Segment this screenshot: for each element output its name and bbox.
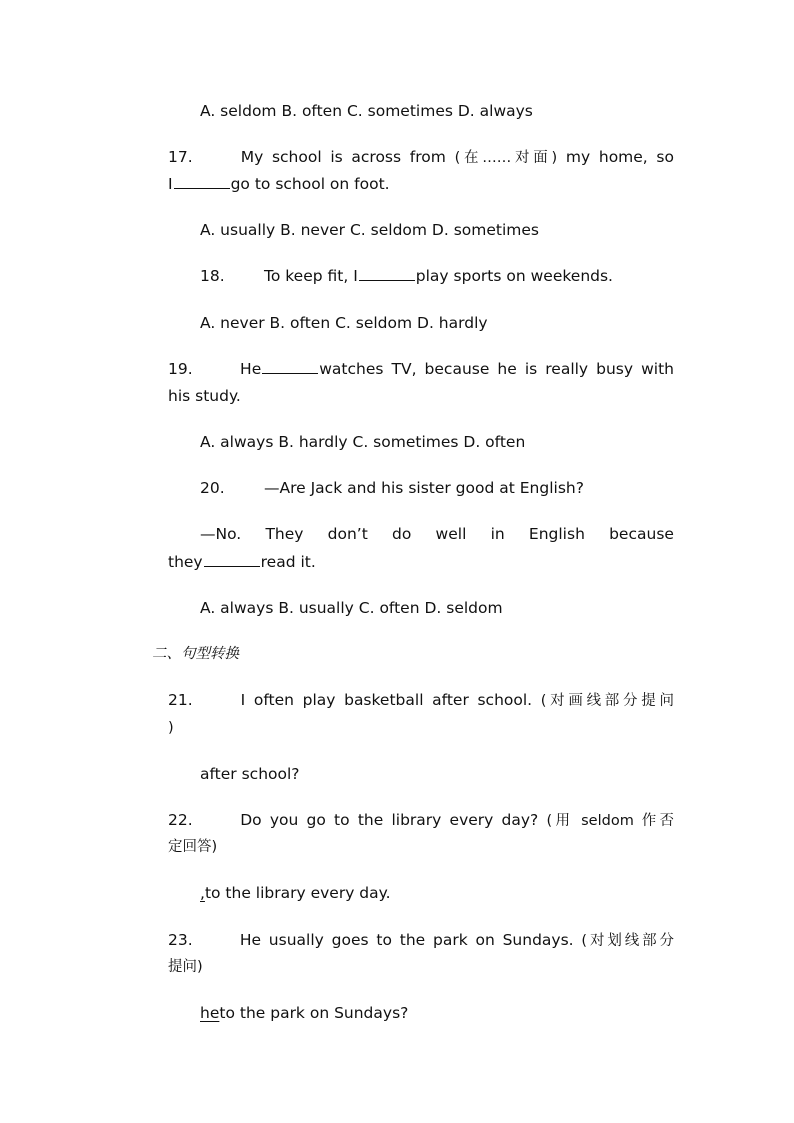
q19-answer-blank[interactable]	[262, 359, 318, 374]
q22-number: 22.	[168, 811, 193, 829]
q17-line2-pre: I	[168, 175, 173, 193]
q20-word: English	[528, 525, 585, 543]
q20-word: They	[265, 525, 304, 543]
q22-chinese-note: (用 seldom 作否	[546, 813, 674, 829]
q19-line2: his study.	[168, 387, 241, 405]
q23-line2: 提问)	[168, 959, 203, 975]
q20-line2-pre: they	[168, 553, 203, 571]
q20-answer-line1	[200, 524, 674, 544]
q20-word: —No.	[200, 525, 242, 543]
q18-line	[200, 266, 613, 286]
q22-line2: 定回答)	[168, 839, 218, 855]
q17-line2	[168, 174, 390, 194]
q22-text: Do you go to the library every day?	[240, 811, 539, 829]
q21-answer: after school?	[200, 765, 300, 783]
q19-number: 19.	[168, 360, 193, 378]
q17-text-part2: my home, so	[565, 148, 674, 166]
q18-answer-blank[interactable]	[359, 266, 415, 281]
q21-line1	[168, 690, 674, 711]
q17-answer-blank[interactable]	[174, 174, 230, 189]
q17-text-part1: My school is across from	[240, 148, 446, 166]
q20-word: well	[435, 525, 467, 543]
q19-options: A. always B. hardly C. sometimes D. often	[200, 433, 526, 451]
q20-question: —Are Jack and his sister good at English?	[264, 479, 584, 497]
q22-answer-line	[200, 883, 391, 903]
q23-answer-line	[200, 1003, 408, 1023]
q23-text: He usually goes to the park on Sundays.	[239, 931, 574, 949]
q18-post: play sports on weekends.	[415, 267, 613, 285]
q20-options: A. always B. usually C. often D. seldom	[200, 599, 503, 617]
q23-answer: to the park on Sundays?	[219, 1004, 409, 1022]
q17-number: 17.	[168, 148, 193, 166]
q23-chinese-note: (对划线部分	[581, 933, 674, 949]
q19-pre: He	[240, 360, 262, 378]
q20-word: because	[609, 525, 674, 543]
q17-options: A. usually B. never C. seldom D. sometimes	[200, 221, 539, 239]
section-title: 二、句型转换	[152, 646, 239, 662]
q21-text: I often play basketball after school.	[240, 691, 533, 709]
q20-word: in	[490, 525, 505, 543]
q23-number: 23.	[168, 931, 193, 949]
q20-line2-post: read it.	[260, 553, 316, 571]
q21-number: 21.	[168, 691, 193, 709]
q20-word: don’t	[327, 525, 368, 543]
q17-chinese-note: (在……对面)	[454, 150, 558, 166]
q16-options: A. seldom B. often C. sometimes D. always	[200, 102, 533, 120]
q20-number: 20.	[200, 479, 225, 497]
q20-answer-blank[interactable]	[204, 552, 260, 567]
q21-close-paren: )	[168, 720, 174, 736]
q20-word: do	[392, 525, 412, 543]
q20-question-line	[200, 478, 584, 498]
q23-line1	[168, 930, 674, 951]
q20-answer-line2	[168, 552, 316, 572]
q18-options: A. never B. often C. seldom D. hardly	[200, 314, 488, 332]
q22-answer: to the library every day.	[204, 884, 391, 902]
q19-post: watches TV, because he is really busy with	[319, 360, 674, 378]
q19-line1	[168, 359, 674, 379]
q17-line2-post: go to school on foot.	[230, 175, 390, 193]
q22-line1	[168, 810, 674, 831]
q21-chinese-note: (对画线部分提问	[540, 693, 674, 709]
q23-answer-he: he	[200, 1004, 220, 1022]
q22-answer-mark: ,	[200, 884, 205, 902]
q18-pre: To keep fit, I	[264, 267, 358, 285]
q18-number: 18.	[200, 267, 225, 285]
q17-line1	[168, 147, 674, 168]
